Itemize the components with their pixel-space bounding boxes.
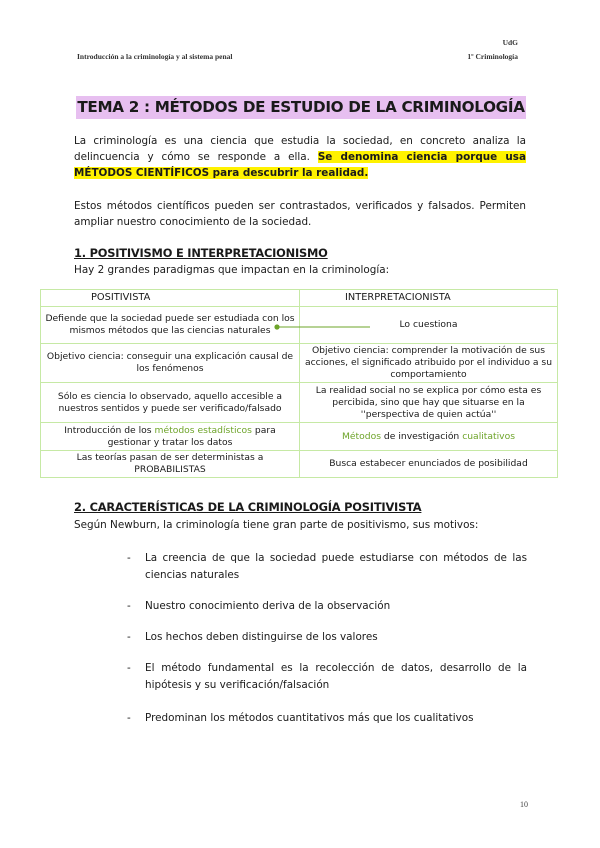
cell-text: de investigación <box>381 430 463 442</box>
list-item <box>127 660 527 694</box>
dash-bullet: - <box>127 552 131 564</box>
table-cell <box>300 423 558 451</box>
table-cell: Busca estabecer enunciados de posibilidad <box>300 451 558 478</box>
section-heading-2: 2. CARACTERÍSTICAS DE LA CRIMINOLOGÍA POSITIVISTA <box>74 500 422 514</box>
table-cell: Sólo es ciencia lo observado, aquello accesible a nuestros sentidos y puede ser verificado/falsado <box>41 383 300 423</box>
table-header-row <box>41 290 558 307</box>
table-row <box>41 383 558 423</box>
cell-text-green: cualitativos <box>462 430 516 442</box>
list-item <box>127 598 527 615</box>
dash-bullet: - <box>127 600 131 612</box>
arrow-left-icon <box>272 322 372 332</box>
column-header-positivist: POSITIVISTA <box>41 290 300 307</box>
methods-paragraph: Estos métodos científicos pueden ser contrastados, verificados y falsados. Permiten ampliar nuestro conocimiento de la sociedad. <box>74 200 526 228</box>
intro-paragraph <box>74 133 526 181</box>
table-cell: Objetivo ciencia: comprender la motivación de sus acciones, el significado atribuido por el individuo a su comportamiento <box>300 344 558 383</box>
list-item-text: La creencia de que la sociedad puede estudiarse con métodos de las ciencias naturales <box>145 552 527 581</box>
section-heading-1: 1. POSITIVISMO E INTERPRETACIONISMO <box>74 246 328 260</box>
column-header-interpretationist: INTERPRETACIONISTA <box>300 290 558 307</box>
list-item <box>127 629 527 646</box>
table-row <box>41 344 558 383</box>
list-item-text: Nuestro conocimiento deriva de la observación <box>145 600 391 612</box>
cell-text-green: Métodos <box>341 430 382 442</box>
section-intro-2: Según Newburn, la criminología tiene gran parte de positivismo, sus motivos: <box>74 519 479 531</box>
table-cell: Objetivo ciencia: conseguir una explicación causal de los fenómenos <box>41 344 300 383</box>
cell-text-green: métodos estadísticos <box>154 424 252 436</box>
table-cell: Lo cuestiona <box>300 307 558 344</box>
header-course: Introducción a la criminología y al sistema penal <box>77 52 233 61</box>
table-row <box>41 423 558 451</box>
list-item <box>127 710 527 727</box>
list-item-text: Los hechos deben distinguirse de los valores <box>145 631 378 643</box>
table-cell: Las teorías pasan de ser deterministas a PROBABILISTAS <box>41 451 300 478</box>
table-row <box>41 451 558 478</box>
table-cell <box>41 423 300 451</box>
dash-bullet: - <box>127 712 131 724</box>
highlighted-text: Se denomina ciencia porque usa MÉTODOS CIENTÍFICOS para descubrir la realidad. <box>74 151 526 179</box>
dash-bullet: - <box>127 631 131 643</box>
table-cell: Defiende que la sociedad puede ser estudiada con los mismos métodos que las ciencias naturales <box>41 307 300 344</box>
list-item-text: El método fundamental es la recolección de datos, desarrollo de la hipótesis y su verificación/falsación <box>145 662 527 691</box>
table-cell: La realidad social no se explica por cómo esta es percibida, sino que hay que situarse en la ''perspectiva de quien actúa'' <box>300 383 558 423</box>
list-item <box>127 550 527 584</box>
intro-text: La criminología es una ciencia que estudia la sociedad, en concreto analiza la delincuencia y cómo se responde a ella. <box>74 135 526 163</box>
page-title: TEMA 2 : MÉTODOS DE ESTUDIO DE LA CRIMINOLOGÍA <box>76 96 526 119</box>
header-year: 1º Criminología <box>467 52 518 61</box>
section-intro-1: Hay 2 grandes paradigmas que impactan en la criminología: <box>74 264 390 276</box>
cell-text: Introducción de los <box>64 424 155 436</box>
header-org: UdG <box>502 38 518 47</box>
dash-bullet: - <box>127 662 131 674</box>
list-item-text: Predominan los métodos cuantitativos más que los cualitativos <box>145 712 474 724</box>
cell-text: para gestionar y tratar los datos <box>107 424 276 448</box>
page-number: 10 <box>520 800 528 809</box>
paradigms-table <box>40 289 558 478</box>
